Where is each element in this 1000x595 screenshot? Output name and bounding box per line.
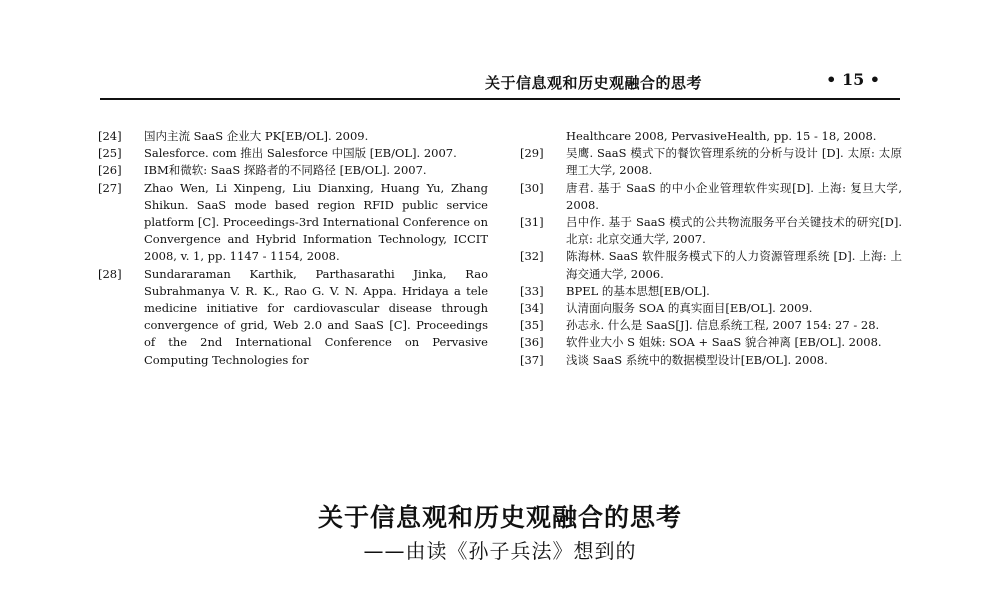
references-left-column — [98, 128, 488, 369]
reference-item — [520, 300, 902, 317]
reference-number: [31] — [520, 215, 544, 230]
reference-item — [520, 145, 902, 179]
reference-item — [520, 180, 902, 214]
page-number: • 15 • — [826, 70, 880, 89]
reference-item — [520, 283, 902, 300]
running-title: 关于信息观和历史观融合的思考 — [485, 74, 703, 92]
reference-number: [27] — [98, 180, 122, 195]
article-subtitle: ——由读《孙子兵法》想到的 — [363, 539, 637, 563]
reference-text: Healthcare 2008, PervasiveHealth, pp. 15 - 18, 2008. — [566, 129, 877, 143]
reference-item — [520, 214, 902, 248]
reference-text: 国内主流 SaaS 企业大 PK[EB/OL]. 2009. — [144, 129, 369, 143]
reference-number: [36] — [520, 335, 544, 350]
reference-item — [520, 352, 902, 369]
reference-text: 吴鹰. SaaS 模式下的餐饮管理系统的分析与设计 [D]. 太原: 太原理工大学, 2008. — [566, 146, 902, 178]
reference-number: [30] — [520, 180, 544, 195]
reference-item — [98, 128, 488, 145]
reference-number: [37] — [520, 352, 544, 367]
reference-text: 认清面向服务 SOA 的真实面目[EB/OL]. 2009. — [566, 301, 813, 316]
reference-text: 浅谈 SaaS 系统中的数据模型设计[EB/OL]. 2008. — [566, 352, 828, 367]
reference-item — [520, 248, 902, 282]
reference-item — [98, 162, 488, 179]
reference-number: [33] — [520, 283, 544, 298]
reference-text: 孙志永. 什么是 SaaS[J]. 信息系统工程, 2007 154: 27 - 28. — [566, 318, 880, 333]
reference-number: [26] — [98, 163, 122, 178]
reference-text: BPEL 的基本思想[EB/OL]. — [566, 283, 710, 298]
reference-text: 陈海林. SaaS 软件服务模式下的人力资源管理系统 [D]. 上海: 上海交通大学, 2006. — [566, 249, 902, 281]
references-right-column — [520, 128, 902, 369]
reference-number: [25] — [98, 146, 122, 161]
reference-number — [520, 128, 566, 145]
reference-text: 吕中作. 基于 SaaS 模式的公共物流服务平台关键技术的研究[D]. 北京: 北京交通大学, 2007. — [566, 215, 902, 247]
reference-text: IBM和微软: SaaS 探路者的不同路径 [EB/OL]. 2007. — [144, 163, 427, 178]
reference-text: Salesforce. com 推出 Salesforce 中国版 [EB/OL]. 2007. — [144, 146, 457, 161]
running-header — [100, 64, 900, 100]
reference-item — [98, 180, 488, 266]
reference-item — [520, 334, 902, 351]
reference-text: Zhao Wen, Li Xinpeng, Liu Dianxing, Huang Yu, Zhang Shikun. SaaS mode based region RFID public service platform [C]. Proceedings-3rd International Conference on Convergence and Hybrid Information Technology, ICCIT 2008, v. 1, pp. 1147 - 1154, 2008. — [144, 180, 488, 264]
reference-item — [98, 145, 488, 162]
reference-item — [98, 266, 488, 369]
reference-number: [28] — [98, 266, 122, 281]
reference-text: 软件业大小 S 姐妹: SOA + SaaS 貌合神离 [EB/OL]. 2008. — [566, 335, 882, 350]
reference-number: [34] — [520, 301, 544, 316]
reference-text: Sundararaman Karthik, Parthasarathi Jinka, Rao Subrahmanya V. R. K., Rao G. V. N. Appa. Hridaya a tele medicine initiative for cardiovascular disease through convergence of grid, Web 2.0 and SaaS [C]. Proceedings of the 2nd International Conference on Pervasive Computing Technologies for — [144, 266, 488, 367]
reference-number: [29] — [520, 146, 544, 161]
reference-number: [24] — [98, 129, 122, 143]
reference-number: [35] — [520, 318, 544, 333]
reference-item — [520, 128, 902, 145]
reference-item — [520, 317, 902, 334]
article-title: 关于信息观和历史观融合的思考 — [317, 503, 682, 532]
reference-number: [32] — [520, 249, 544, 264]
reference-text: 唐君. 基于 SaaS 的中小企业管理软件实现[D]. 上海: 复旦大学, 2008. — [566, 180, 902, 212]
